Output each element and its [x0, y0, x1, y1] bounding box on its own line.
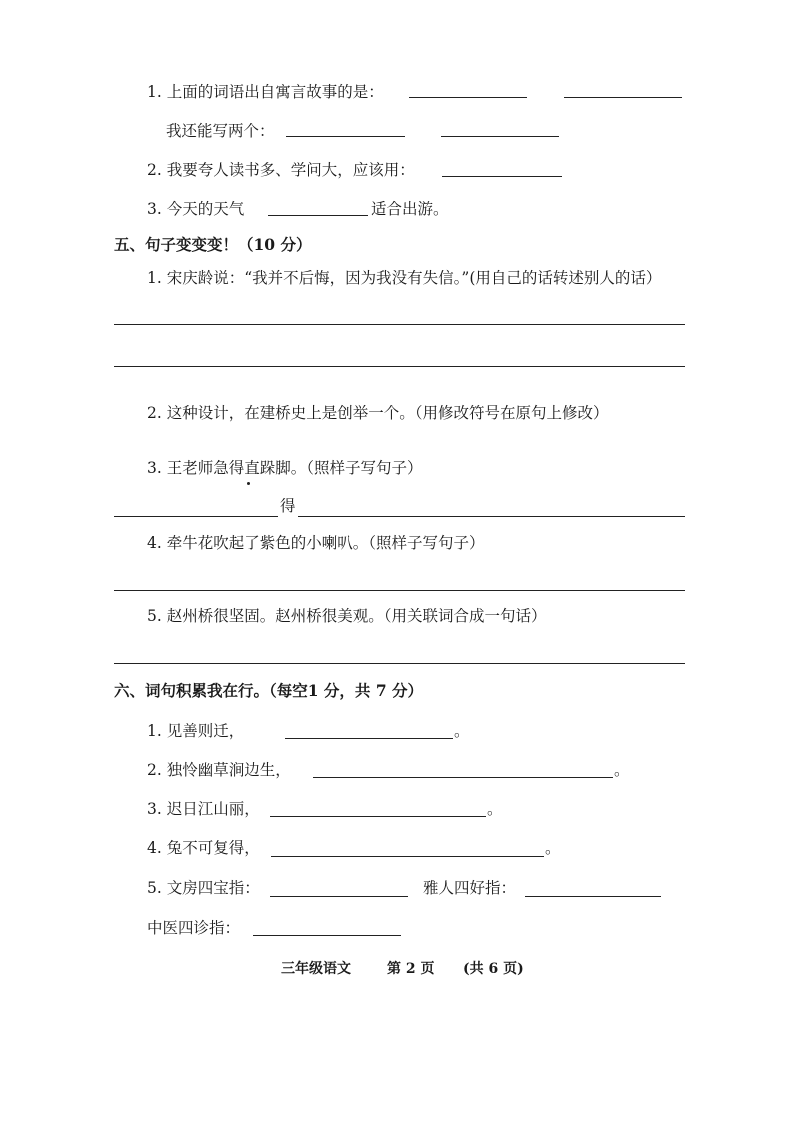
period-6-4: 。: [545, 839, 561, 857]
answer-blank-4-3[interactable]: [268, 215, 368, 216]
answer-blank-6-5a[interactable]: [270, 896, 408, 897]
question-4-3b: 适合出游。: [371, 200, 449, 218]
period-6-2: 。: [614, 761, 630, 779]
question-6-5b: 雅人四好指：: [423, 879, 517, 897]
question-6-2: 2. 独怜幽草涧边生，: [147, 761, 291, 779]
question-5-1: 1. 宋庆龄说：“我并不后悔，因为我没有失信。”(用自己的话转述别人的话）: [147, 269, 662, 287]
section-5-heading: 五、句子变变变！（10 分）: [114, 235, 312, 254]
answer-blank-4-1a[interactable]: [409, 97, 527, 98]
question-6-1: 1. 见善则迁，: [147, 722, 245, 740]
answer-blank-4-1d[interactable]: [441, 136, 559, 137]
footer-subject: 三年级语文: [281, 961, 351, 977]
answer-blank-6-1[interactable]: [285, 738, 453, 739]
emphasis-dot: [247, 482, 250, 485]
answer-blank-6-5c[interactable]: [253, 935, 401, 936]
question-5-5: 5. 赵州桥很坚固。赵州桥很美观。（用关联词合成一句话）: [147, 607, 547, 625]
answer-blank-5-3b[interactable]: [298, 516, 685, 517]
answer-blank-6-5b[interactable]: [525, 896, 661, 897]
question-5-3: 3. 王老师急得直跺脚。（照样子写句子）: [147, 459, 423, 477]
answer-blank-6-3[interactable]: [270, 816, 486, 817]
question-6-5a: 5. 文房四宝指：: [147, 879, 260, 897]
answer-blank-6-2[interactable]: [313, 777, 613, 778]
question-6-3: 3. 迟日江山丽，: [147, 800, 260, 818]
question-4-2: 2. 我要夸人读书多、学问大，应该用：: [147, 161, 415, 179]
answer-blank-5-3a[interactable]: [114, 516, 278, 517]
answer-blank-4-1b[interactable]: [564, 97, 682, 98]
answer-line-5-1a[interactable]: [114, 324, 685, 325]
question-5-3-de: 得: [280, 497, 296, 515]
question-5-2: 2. 这种设计，在建桥史上是创举一个。（用修改符号在原句上修改）: [147, 404, 609, 422]
question-4-1b: 我还能写两个：: [166, 122, 275, 140]
period-6-3: 。: [487, 800, 503, 818]
question-4-1: 1. 上面的词语出自寓言故事的是：: [147, 83, 384, 101]
answer-blank-4-2[interactable]: [442, 176, 562, 177]
answer-line-5-1b[interactable]: [114, 366, 685, 367]
question-6-5c: 中医四诊指：: [147, 919, 241, 937]
footer-total: (共 6 页): [463, 961, 524, 977]
answer-line-5-5[interactable]: [114, 663, 685, 664]
section-6-heading: 六、词句积累我在行。（每空1 分，共 7 分）: [114, 681, 424, 700]
period-6-1: 。: [454, 722, 470, 740]
question-5-4: 4. 牵牛花吹起了紫色的小喇叭。（照样子写句子）: [147, 534, 485, 552]
answer-blank-6-4[interactable]: [271, 856, 544, 857]
answer-line-5-4[interactable]: [114, 590, 685, 591]
footer-page: 第 2 页: [387, 961, 435, 977]
question-4-3a: 3. 今天的天气: [147, 200, 245, 218]
answer-blank-4-1c[interactable]: [286, 136, 405, 137]
question-6-4: 4. 兔不可复得，: [147, 839, 260, 857]
